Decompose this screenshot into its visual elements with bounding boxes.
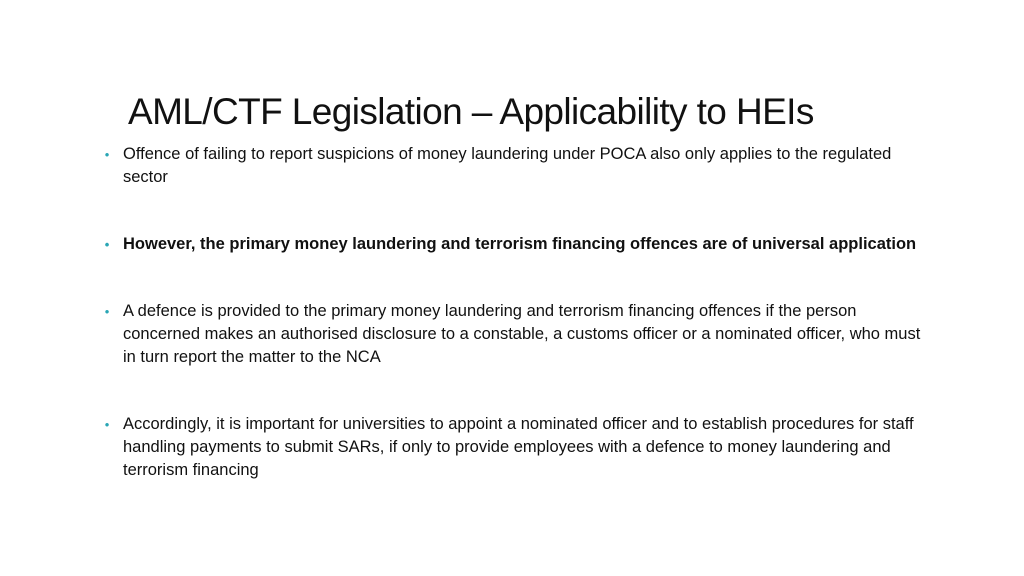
bullet-text: Accordingly, it is important for universities to appoint a nominated officer and to establish procedures for staff handling payments to submit SARs, if only to provide employees with a defence to money laundering and terrorism financing (123, 415, 914, 479)
bullet-item-3 (100, 300, 930, 369)
bullet-item-4 (100, 413, 930, 482)
bullet-list (100, 143, 930, 482)
bullet-dot-icon: • (104, 417, 110, 432)
bullet-text: However, the primary money laundering and terrorism financing offences are of universal application (123, 235, 917, 253)
slide-title: AML/CTF Legislation – Applicability to HEIs (128, 91, 814, 132)
bullet-item-2 (100, 233, 930, 256)
bullet-text: A defence is provided to the primary money laundering and terrorism financing offences if the person concerned makes an authorised disclosure to a constable, a customs officer or a nominated officer, who must in turn report the matter to the NCA (123, 302, 921, 366)
bullet-dot-icon: • (104, 147, 110, 162)
bullet-item-1 (100, 143, 930, 189)
bullet-dot-icon: • (104, 237, 110, 252)
bullet-dot-icon: • (104, 304, 110, 319)
bullet-text: Offence of failing to report suspicions of money laundering under POCA also only applies to the regulated sector (123, 145, 892, 186)
